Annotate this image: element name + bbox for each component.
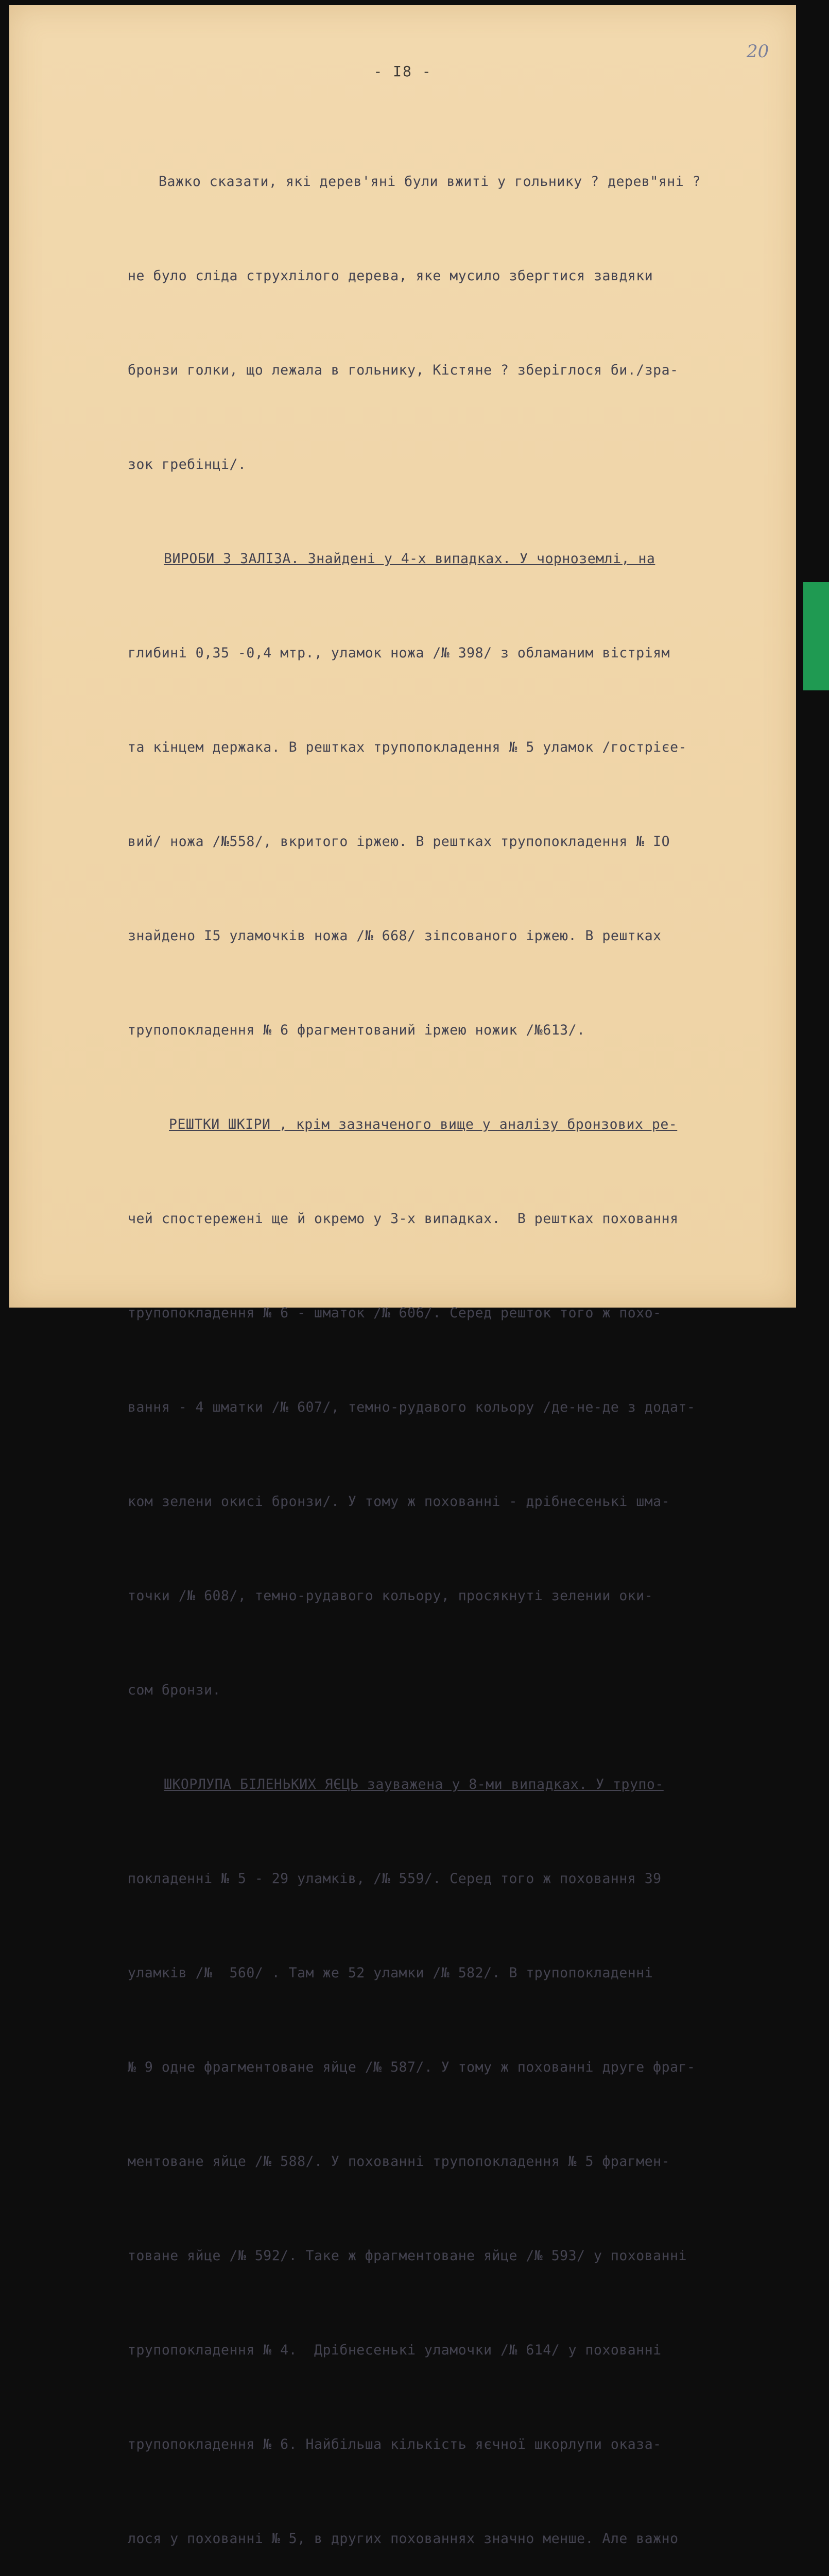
- text-line: трупопокладення № 4. Дрібнесенькі уламочки /№ 614/ у похованні: [128, 2342, 662, 2358]
- document-page: [9, 5, 796, 2547]
- text-line: бронзи голки, що лежала в гольнику, Кістяне ? зберіглося би./зра-: [128, 362, 679, 378]
- archive-page-number: 20: [747, 41, 769, 62]
- text-line: сом бронзи.: [128, 1682, 221, 1698]
- text-line: ментоване яйце /№ 588/. У похованні трупопокладення № 5 фрагмен-: [128, 2154, 670, 2170]
- text-line: зок гребінці/.: [128, 456, 247, 472]
- text-line: знайдено I5 уламочків ножа /№ 668/ зіпсованого іржею. В рештках: [128, 928, 662, 944]
- text-line: трупопокладення № 6. Найбільша кількість яєчної шкорлупи оказа-: [128, 2436, 662, 2452]
- text-line: вання - 4 шматки /№ 607/, темно-рудавого кольору /де-не-де з додат-: [128, 1399, 696, 1415]
- text-line: вий/ ножа /№558/, вкритого іржею. В рештках трупопокладення № IO: [128, 834, 670, 850]
- text-line: товане яйце /№ 592/. Таке ж фрагментоване яйце /№ 593/ у похованні: [128, 2248, 687, 2264]
- text-line: не було сліда струхлілого дерева, яке мусило збергтися завдяки: [128, 268, 653, 284]
- text-line: лося у похованні № 5, в других похованнях значно менше. Але важно: [128, 2531, 679, 2547]
- page-number: - I8 -: [373, 63, 432, 80]
- text-line: чей спостережені ще й окремо у 3-х випадках. В рештках поховання: [128, 1211, 679, 1227]
- text-line: трупопокладення № 6 - шматок /№ 606/. Серед решток того ж похо-: [128, 1305, 662, 1321]
- text-line: уламків /№ 560/ . Там же 52 уламки /№ 582/. В трупопокладенні: [128, 1965, 653, 1981]
- text-line: точки /№ 608/, темно-рудавого кольору, просякнуті зелении оки-: [128, 1588, 653, 1604]
- section-heading-eggshell: ШКОРЛУПА БІЛЕНЬКИХ ЯЄЦЬ зауважена у 8-ми випадках. У трупо-: [164, 1776, 664, 1792]
- text-line: трупопокладення № 6 фрагментований іржею ножик /№613/.: [128, 1022, 585, 1038]
- body-text: [117, 103, 807, 2576]
- text-line: глибині 0,35 -0,4 мтр., уламок ножа /№ 398/ з обламаним вістріям: [128, 645, 670, 661]
- text-line: № 9 одне фрагментоване яйце /№ 587/. У тому ж похованні друге фраг-: [128, 2059, 696, 2075]
- section-heading-leather: РЕШТКИ ШКІРИ , крім зазначеного вище у аналізу бронзових ре-: [169, 1116, 678, 1132]
- text-line: Важко сказати, які дерев'яні були вжиті у гольнику ? дерев"яні ?: [159, 174, 701, 190]
- text-line: покладенні № 5 - 29 уламків, /№ 559/. Серед того ж поховання 39: [128, 1871, 662, 1887]
- text-line: ком зелени окисі бронзи/. У тому ж похованні - дрібнесенькі шма-: [128, 1494, 670, 1510]
- text-line: та кінцем держака. В рештках трупопокладення № 5 уламок /гострієе-: [128, 739, 687, 755]
- section-heading-iron: ВИРОБИ З ЗАЛІЗА. Знайдені у 4-х випадках. У чорноземлі, на: [164, 551, 655, 567]
